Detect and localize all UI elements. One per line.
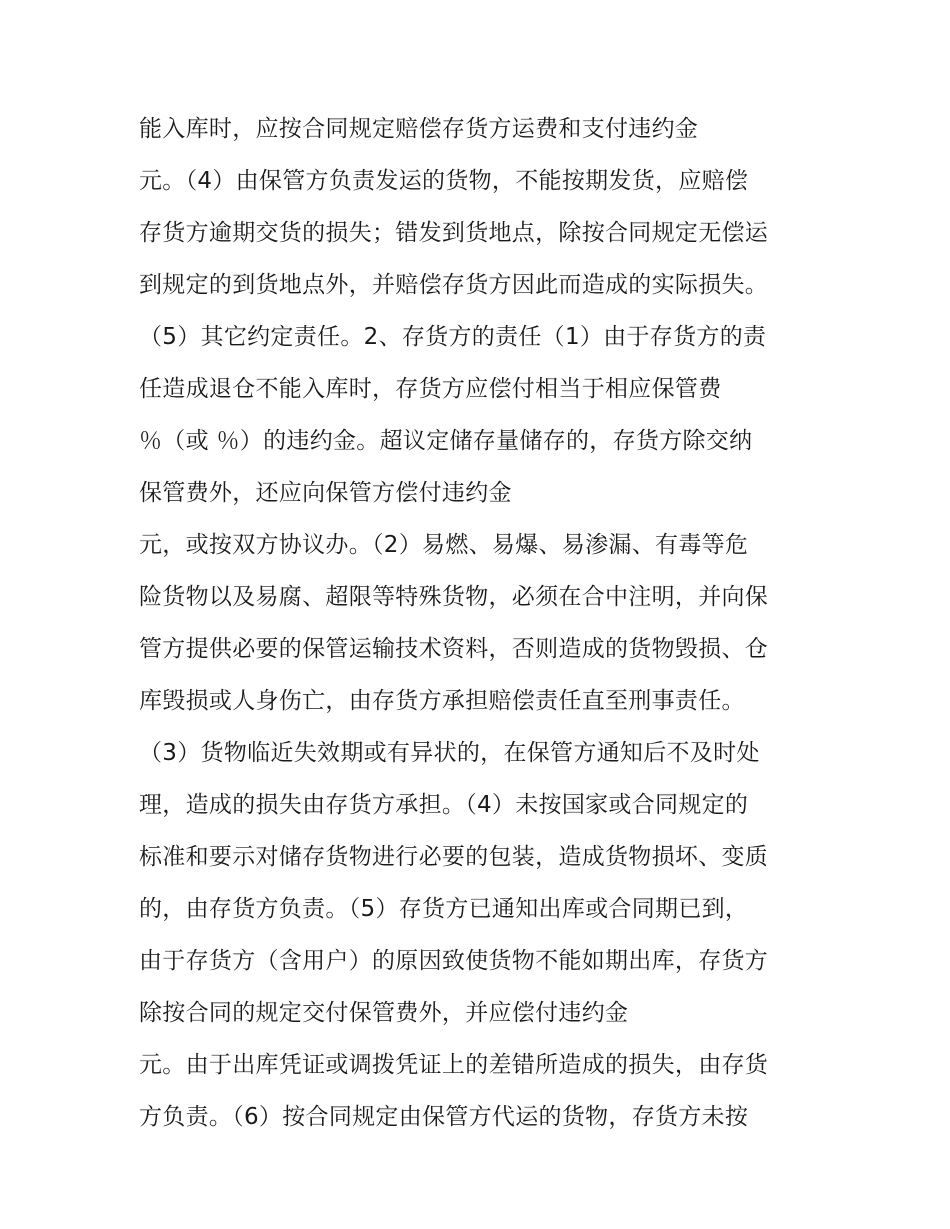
text-line: 存货方逾期交货的损失；错发到货地点，除按合同规定无偿运 [139, 220, 769, 246]
text-line: （3）货物临近失效期或有异状的，在保管方通知后不及时处 [139, 740, 760, 766]
text-line: 任造成退仓不能入库时，存货方应偿付相当于相应保管费 [139, 376, 722, 402]
text-line: 标准和要示对储存货物进行必要的包装，造成货物损坏、变质 [139, 844, 769, 870]
text-line: 除按合同的规定交付保管费外，并应偿付违约金 [139, 1000, 629, 1026]
text-line: （5）其它约定责任。2、存货方的责任（1）由于存货方的责 [139, 324, 767, 350]
text-line: 保管费外，还应向保管方偿付违约金 [139, 480, 512, 506]
text-line: 到规定的到货地点外，并赔偿存货方因此而造成的实际损失。 [139, 272, 769, 298]
text-line: 理，造成的损失由存货方承担。（4）未按国家或合同规定的 [139, 792, 749, 818]
text-line: 库毁损或人身伤亡，由存货方承担赔偿责任直至刑事责任。 [139, 688, 745, 714]
text-line: 方负责。（6）按合同规定由保管方代运的货物，存货方未按 [139, 1104, 749, 1130]
text-line: 元。由于出库凭证或调拨凭证上的差错所造成的损失，由存货 [139, 1052, 769, 1078]
text-line: 元，或按双方协议办。（2）易燃、易爆、易渗漏、有毒等危 [139, 532, 749, 558]
text-line: 元。（4）由保管方负责发运的货物，不能按期发货，应赔偿 [139, 168, 749, 194]
text-line: 能入库时，应按合同规定赔偿存货方运费和支付违约金 [139, 116, 699, 142]
text-line: 的，由存货方负责。（5）存货方已通知出库或合同期已到， [139, 896, 749, 922]
text-line: 险货物以及易腐、超限等特殊货物，必须在合中注明，并向保 [139, 584, 769, 610]
text-line: 由于存货方（含用户）的原因致使货物不能如期出库，存货方 [139, 948, 769, 974]
text-line: ％（或 ％）的违约金。超议定储存量储存的，存货方除交纳 [139, 428, 753, 454]
text-line: 管方提供必要的保管运输技术资料，否则造成的货物毁损、仓 [139, 636, 769, 662]
